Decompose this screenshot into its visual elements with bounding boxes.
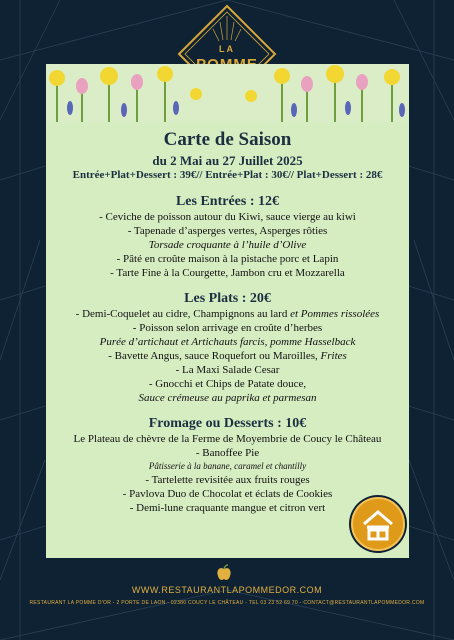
plats-title: Les Plats : 20€ bbox=[184, 291, 271, 306]
website-link[interactable]: WWW.RESTAURANTLAPOMMEDOR.COM bbox=[131, 585, 323, 595]
plat-item-note: Purée d’artichaut et Artichauts farcis, pomme Hasselback bbox=[99, 336, 356, 348]
menu-dates: du 2 Mai au 27 Juillet 2025 bbox=[152, 153, 303, 168]
dessert-item: - Banoffee Pie bbox=[195, 447, 260, 459]
dessert-item: Le Plateau de chèvre de la Ferme de Moyembrie de Coucy le Château bbox=[73, 433, 382, 445]
plat-item: - La Maxi Salade Cesar bbox=[175, 364, 280, 376]
plat-text-italic: Frites bbox=[320, 350, 347, 362]
plat-text: - Bavette Angus, sauce Roquefort ou Maroilles, bbox=[108, 350, 321, 362]
entree-item: - Pâté en croûte maison à la pistache porc et Lapin bbox=[116, 253, 339, 265]
desserts-title: Fromage ou Desserts : 10€ bbox=[148, 416, 307, 431]
menu-content bbox=[46, 122, 409, 515]
dessert-item-note: Pâtisserie à la banane, caramel et chantilly bbox=[148, 461, 307, 471]
plat-item: - Gnocchi et Chips de Patate douce, bbox=[148, 378, 307, 390]
dessert-item: - Tartelette revisitée aux fruits rouges bbox=[145, 474, 310, 486]
entree-item-note: Torsade croquante à l’huile d’Olive bbox=[148, 239, 307, 251]
plat-item bbox=[46, 307, 409, 321]
entrees-title: Les Entrées : 12€ bbox=[175, 194, 280, 209]
plat-item-note: Sauce crémeuse au paprika et parmesan bbox=[138, 392, 317, 404]
menu-panel bbox=[46, 122, 409, 558]
entree-item: - Tapenade d’asperges vertes, Asperges rôties bbox=[127, 225, 328, 237]
dessert-item: - Pavlova Duo de Chocolat et éclats de Cookies bbox=[122, 488, 333, 500]
apple-icon bbox=[216, 564, 232, 582]
dessert-item: - Demi-lune craquante mangue et citron vert bbox=[129, 502, 326, 514]
plat-item bbox=[46, 349, 409, 363]
logo-la: LA bbox=[219, 44, 235, 54]
plat-text-italic: et Pommes rissolées bbox=[290, 308, 380, 320]
menu-title: Carte de Saison bbox=[163, 129, 292, 150]
plat-item: - Poisson selon arrivage en croûte d’herbes bbox=[132, 322, 323, 334]
home-icon[interactable] bbox=[348, 494, 408, 554]
menu-prices: Entrée+Plat+Dessert : 39€// Entrée+Plat : 30€// Plat+Dessert : 28€ bbox=[72, 169, 383, 181]
entree-item: - Ceviche de poisson autour du Kiwi, sauce vierge au kiwi bbox=[99, 211, 356, 223]
spring-flowers-banner bbox=[46, 64, 409, 122]
entree-item: - Tarte Fine à la Courgette, Jambon cru et Mozzarella bbox=[110, 267, 345, 279]
footer-address: RESTAURANT LA POMME D'OR - 2 PORTE DE LAON - 02380 COUCY LE CHÂTEAU - TEL 03 23 52 69 70 - CONTACT@RESTAURANTLAPOMMEDOR.COM bbox=[29, 600, 425, 606]
plat-text: - Demi-Coquelet au cidre, Champignons au lard bbox=[75, 308, 291, 320]
